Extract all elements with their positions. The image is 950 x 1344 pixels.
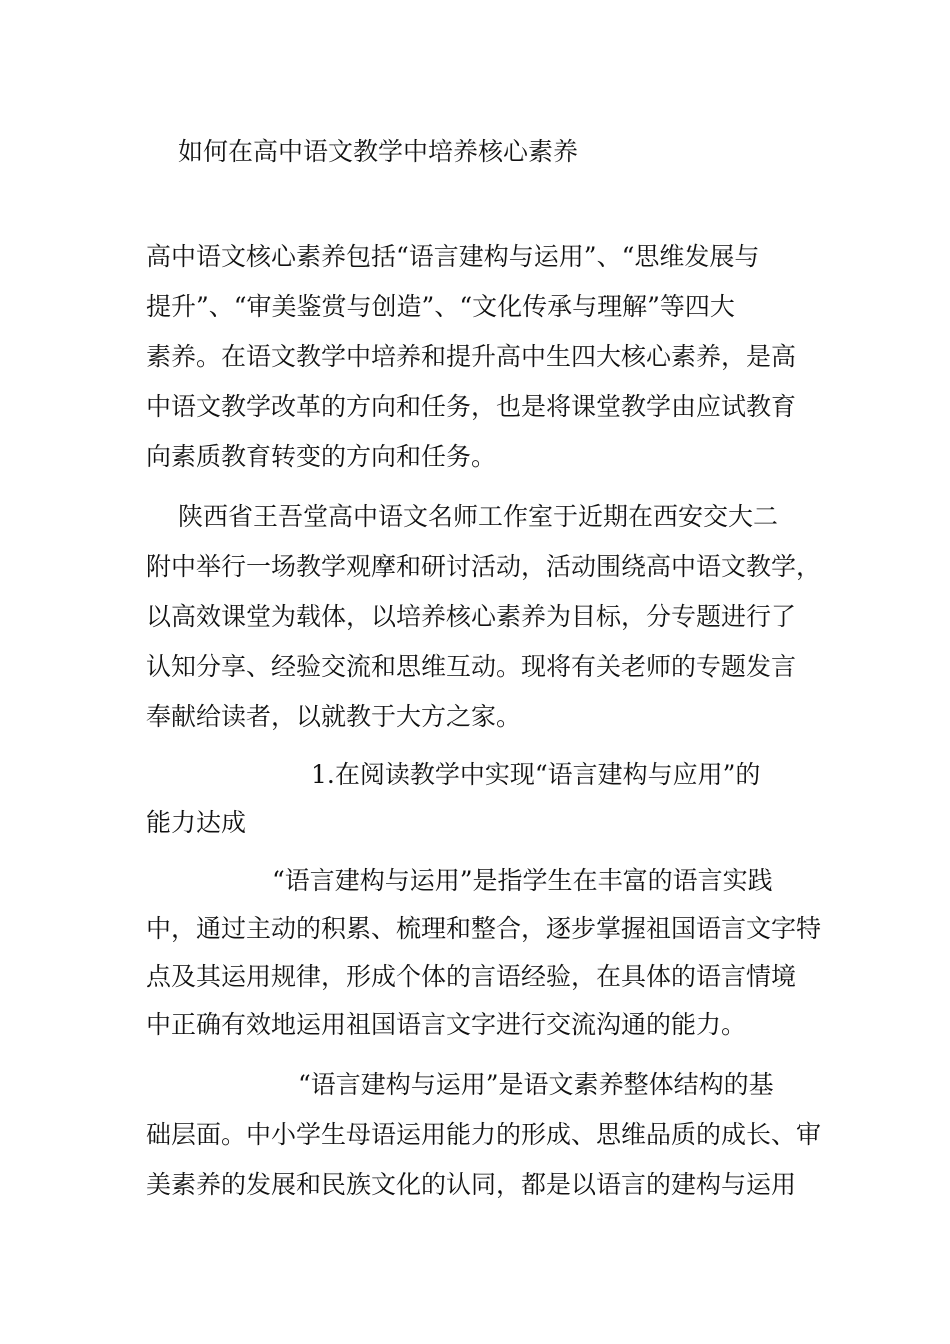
section-heading-line-2: 能力达成	[146, 808, 247, 837]
paragraph-2-line-4: 认知分享、经验交流和思维互动。现将有关老师的专题发言	[146, 652, 797, 681]
paragraph-1-line-1: 高中语文核心素养包括“语言建构与运用”、“思维发展与	[146, 242, 760, 271]
document-title: 如何在高中语文教学中培养核心素养	[178, 137, 579, 166]
paragraph-2-line-2: 附中举行一场教学观摩和研讨活动，活动围绕高中语文教学，	[146, 552, 822, 581]
paragraph-4-line-3: 美素养的发展和民族文化的认同，都是以语言的建构与运用	[146, 1170, 797, 1199]
paragraph-4-line-1: “语言建构与运用”是语文素养整体结构的基	[298, 1070, 774, 1099]
paragraph-3-line-4: 中正确有效地运用祖国语言文字进行交流沟通的能力。	[146, 1010, 747, 1039]
paragraph-1-line-4: 中语文教学改革的方向和任务，也是将课堂教学由应试教育	[146, 392, 797, 421]
paragraph-2-line-3: 以高效课堂为载体，以培养核心素养为目标，分专题进行了	[146, 602, 797, 631]
paragraph-1-line-2: 提升”、“审美鉴赏与创造”、“文化传承与理解”等四大	[146, 292, 735, 321]
paragraph-3-line-1: “语言建构与运用”是指学生在丰富的语言实践	[272, 866, 773, 895]
paragraph-1-line-3: 素养。在语文教学中培养和提升高中生四大核心素养，是高	[146, 342, 797, 371]
paragraph-2-line-1: 陕西省王吾堂高中语文名师工作室于近期在西安交大二	[178, 502, 779, 531]
paragraph-4-line-2: 础层面。中小学生母语运用能力的形成、思维品质的成长、审	[146, 1120, 822, 1149]
section-heading-line-1: 1.在阅读教学中实现“语言建构与应用”的	[311, 760, 761, 789]
paragraph-3-line-3: 点及其运用规律，形成个体的言语经验，在具体的语言情境	[146, 962, 797, 991]
paragraph-3-line-2: 中，通过主动的积累、梳理和整合，逐步掌握祖国语言文字特	[146, 914, 822, 943]
paragraph-2-line-5: 奉献给读者，以就教于大方之家。	[146, 702, 522, 731]
paragraph-1-line-5: 向素质教育转变的方向和任务。	[146, 442, 497, 471]
